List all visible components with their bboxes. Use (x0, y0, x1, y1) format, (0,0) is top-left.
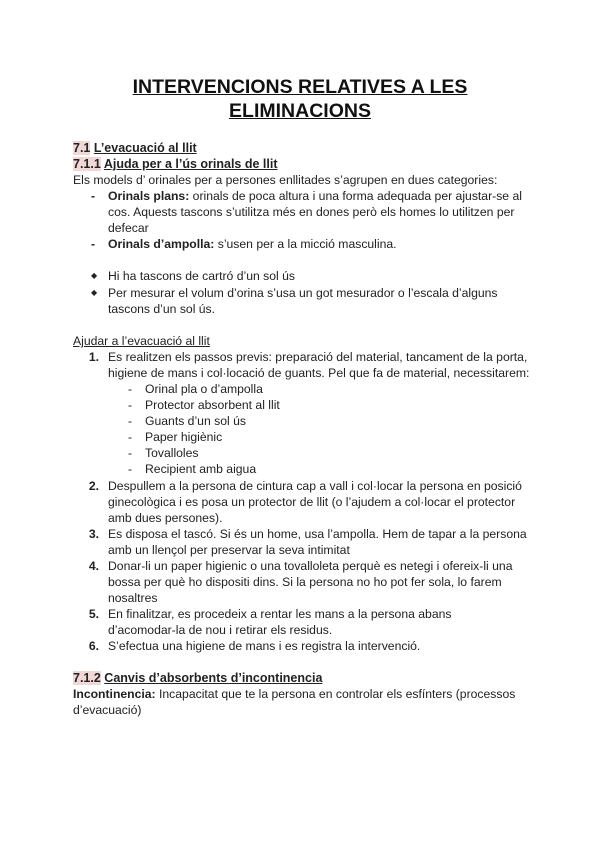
material-item: Recipient amb aigua (145, 462, 257, 476)
material-dash: - (128, 414, 133, 428)
material-item: Guants d’un sol ús (145, 414, 246, 428)
bullet-item: Hi ha tascons de cartró d’un sol ús (108, 269, 295, 283)
dash-item-line: defecar (108, 221, 149, 235)
incontinencia-definition-line: d’evacuació) (73, 703, 142, 717)
section-7-1-2-heading (73, 670, 322, 686)
subsection-heading: Ajudar a l’evacuació al llit (73, 334, 210, 348)
section-number: 7.1.2 (73, 671, 101, 685)
step-number: 4. (88, 559, 99, 573)
step-text: d’acomodar-la de nou i retirar els residus. (108, 623, 333, 637)
bullet-item: Per mesurar el volum d’orina s’usa un got mesurador o l’escala d’alguns (108, 286, 498, 300)
incontinencia-definition: Incontinencia: Incapacitat que te la persona en controlar els esfínters (processos (73, 687, 516, 701)
bullet-item-line: tascons d’un sol ús. (108, 302, 216, 316)
page-title-line-2: ELIMINACIONS (229, 100, 371, 122)
section-title: L’evacuació al llit (93, 141, 197, 155)
section-title: Ajuda per a l’ús orinals de llit (103, 157, 278, 171)
step-number: 3. (88, 527, 99, 541)
material-item: Paper higiènic (145, 430, 223, 444)
dash-item-orinals-ampolla: Orinals d’ampolla: s’usen per a la micció masculina. (108, 237, 397, 251)
section-number: 7.1.1 (73, 157, 101, 171)
step-number: 2. (88, 479, 99, 493)
material-item: Protector absorbent al llit (145, 398, 280, 412)
intro-paragraph: Els models d’ orinales per a persones enllitades s’agrupen en dues categories: (73, 173, 498, 187)
material-item: Orinal pla o d’ampolla (145, 382, 263, 396)
step-number: 6. (88, 639, 99, 653)
section-7-1-1-heading (73, 156, 277, 172)
step-number: 1. (88, 350, 99, 364)
step-text: higiene de mans i col·locació de guants. Pel que fa de material, necessitarem: (108, 366, 530, 380)
dash-marker: - (91, 189, 96, 203)
step-text: Donar-li un paper higienic o una tovalloleta perquè es netegi i ofereix-li una (108, 559, 513, 573)
step-text: bossa per què ho dispositi dins. Si la persona no ho pot fer sola, lo farem (108, 575, 502, 589)
step-text: Es disposa el tascó. Si és un home, usa l’ampolla. Hem de tapar a la persona (108, 527, 527, 541)
step-number: 5. (88, 607, 99, 621)
material-dash: - (128, 398, 133, 412)
step-text: Despullem a la persona de cintura cap a vall i col·locar la persona en posició (108, 479, 522, 493)
material-dash: - (128, 446, 133, 460)
dash-item-line: cos. Aquests tascons s’utilitza més en dones però els homes lo utilitzen per (108, 205, 515, 219)
dash-marker: - (91, 237, 96, 251)
section-title: Canvis d’absorbents d’incontinencia (104, 671, 323, 685)
dash-item-orinals-plans: Orinals plans: orinals de poca altura i una forma adequada per ajustar-se al (108, 189, 522, 203)
diamond-bullet-icon: ◆ (91, 288, 98, 297)
page-title-line-1: INTERVENCIONS RELATIVES A LES (132, 76, 468, 98)
material-dash: - (128, 382, 133, 396)
step-text: amb un llençol per preservar la seva intimitat (108, 543, 350, 557)
step-text: Es realitzen els passos previs: preparació del material, tancament de la porta, (108, 350, 528, 364)
material-dash: - (128, 462, 133, 476)
step-text: S’efectua una higiene de mans i es registra la intervenció. (108, 639, 421, 653)
material-dash: - (128, 430, 133, 444)
step-text: nosaltres (108, 591, 158, 605)
step-text: ginecològica i es posa un protector de llit (o l’ajudem a col·locar el protector (108, 495, 516, 509)
material-item: Tovalloles (145, 446, 199, 460)
step-text: En finalitzar, es procedeix a rentar les mans a la persona abans (108, 607, 452, 621)
step-text: amb dues persones). (108, 511, 223, 525)
diamond-bullet-icon: ◆ (91, 271, 98, 280)
section-7-1-heading (73, 140, 197, 156)
section-number: 7.1 (73, 141, 91, 155)
